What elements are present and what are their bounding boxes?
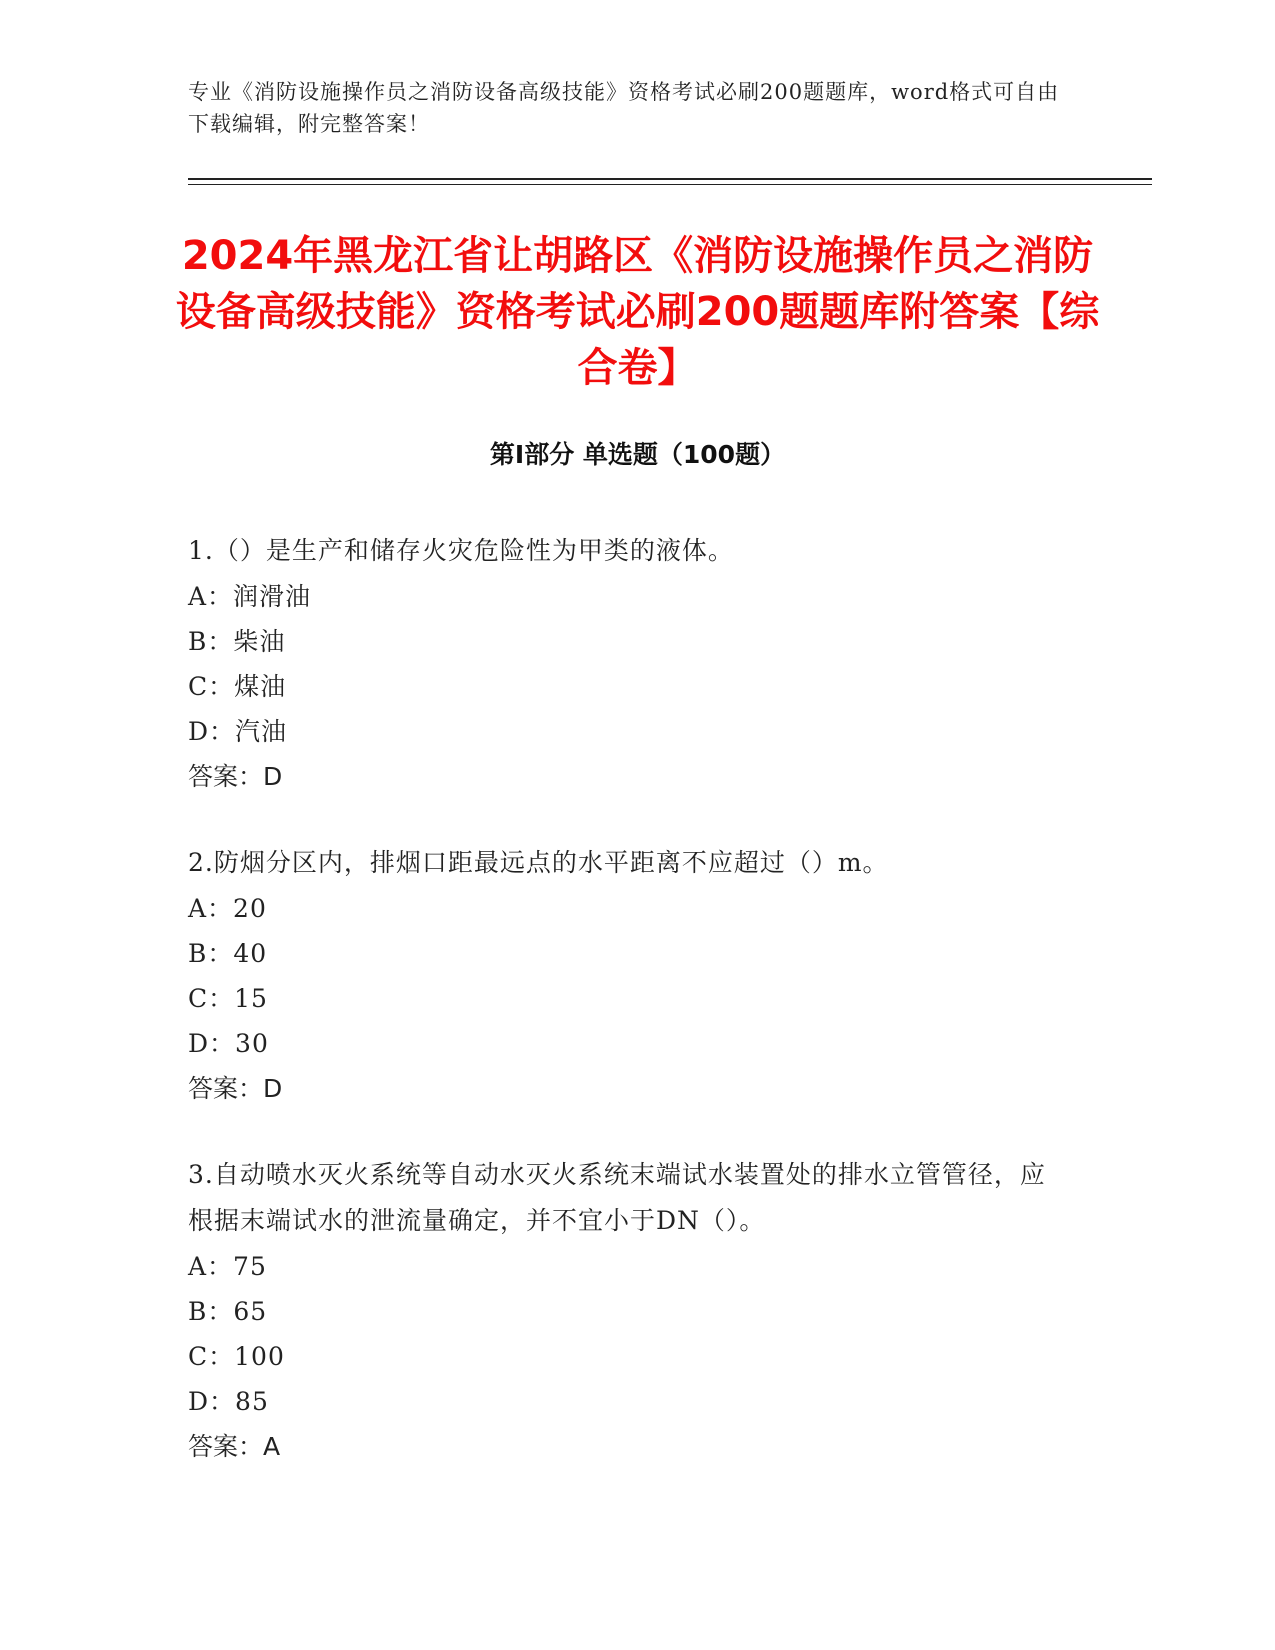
option-a: A：润滑油: [188, 582, 312, 611]
question-2: [188, 840, 1068, 1112]
question-3: [188, 1152, 1068, 1470]
option-b: B：65: [188, 1297, 268, 1326]
header-note: 专业《消防设施操作员之消防设备高级技能》资格考试必刷200题题库，word格式可自由下载编辑，附完整答案！: [188, 80, 1060, 136]
option-c: C：100: [188, 1342, 285, 1371]
question-stem: 2.防烟分区内，排烟口距最远点的水平距离不应超过（）m。: [188, 848, 889, 877]
section-title: 第Ⅰ部分 单选题（100题）: [489, 440, 786, 469]
question-stem: 1.（）是生产和储存火灾危险性为甲类的液体。: [188, 536, 734, 565]
document-title: 2024年黑龙江省让胡路区《消防设施操作员之消防设备高级技能》资格考试必刷200题题库附答案【综合卷】: [175, 233, 1100, 391]
question-1: [188, 528, 1068, 800]
option-d: D：30: [188, 1029, 269, 1058]
answer: 答案：A: [188, 1432, 281, 1461]
option-a: A：75: [188, 1252, 267, 1281]
header-divider-thick: [188, 178, 1152, 180]
option-d: D：汽油: [188, 717, 288, 746]
option-d: D：85: [188, 1387, 269, 1416]
option-b: B：柴油: [188, 627, 286, 656]
option-b: B：40: [188, 939, 268, 968]
option-c: C：15: [188, 984, 268, 1013]
answer: 答案：D: [188, 1074, 283, 1103]
question-list: [188, 528, 1068, 1510]
question-stem: 3.自动喷水灭火系统等自动水灭火系统末端试水装置处的排水立管管径，应根据末端试水的泄流量确定，并不宜小于DN（）。: [188, 1160, 1046, 1235]
header-divider-thin: [188, 184, 1152, 185]
answer: 答案：D: [188, 762, 283, 791]
option-a: A：20: [188, 894, 267, 923]
option-c: C：煤油: [188, 672, 287, 701]
